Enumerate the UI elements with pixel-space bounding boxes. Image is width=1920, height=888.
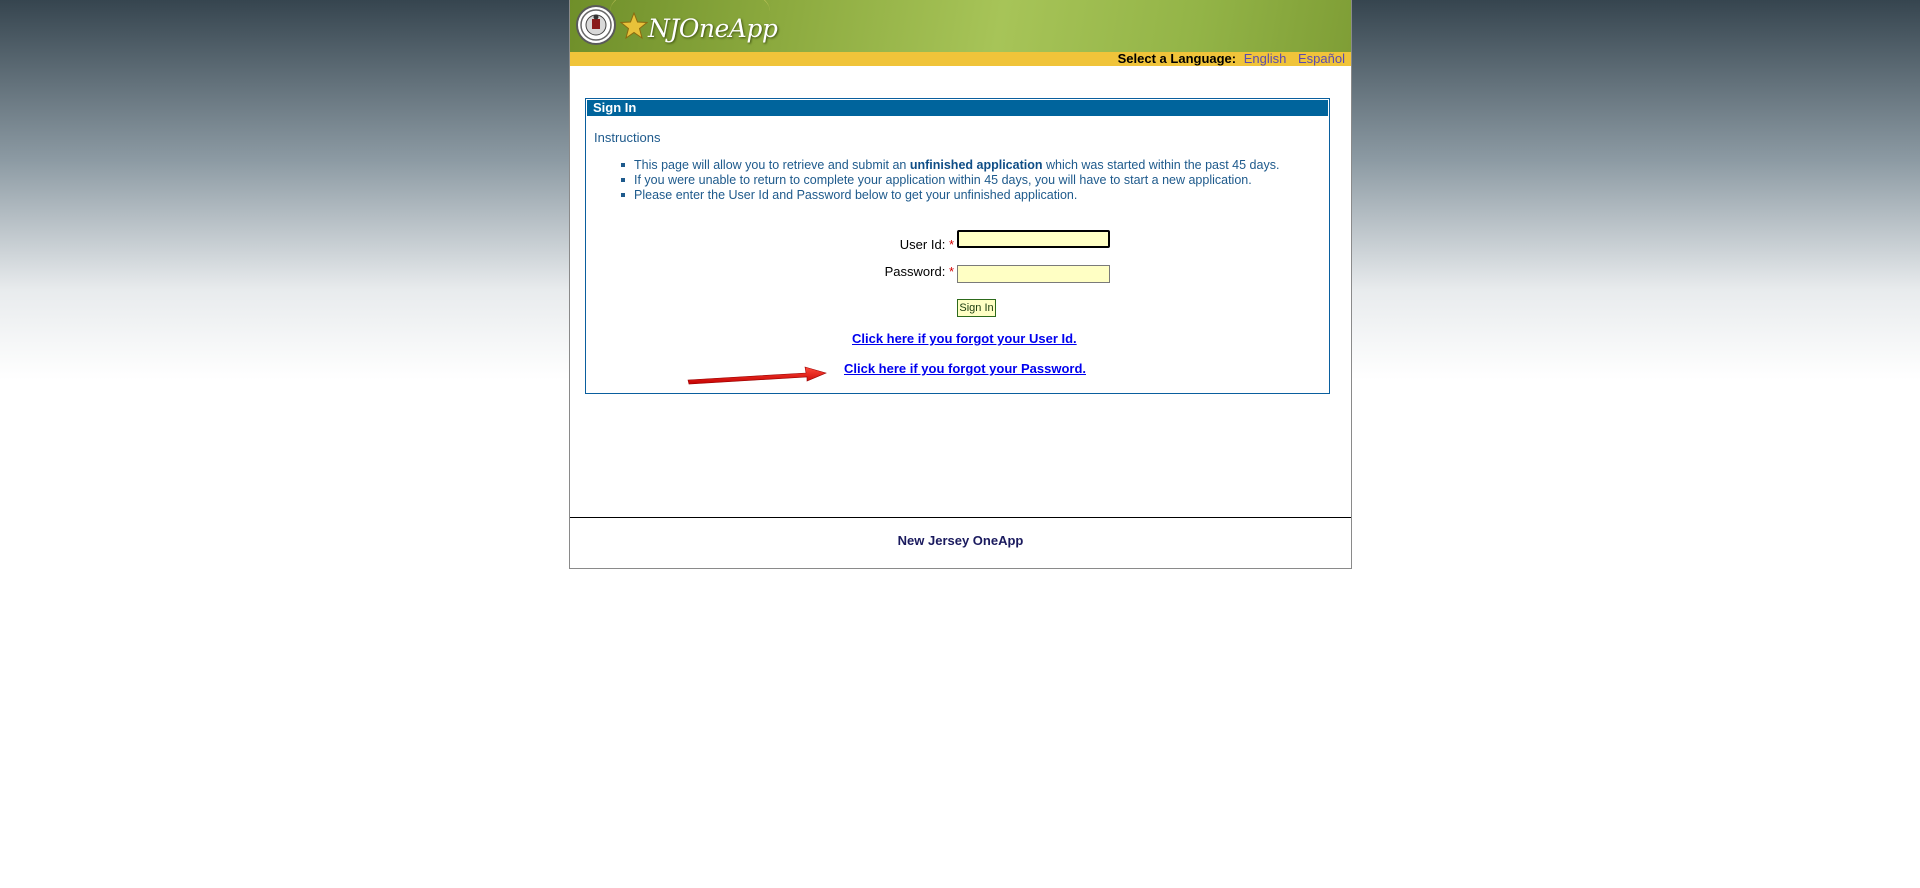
forgot-password-link[interactable]: Click here if you forgot your Password. — [844, 361, 1086, 376]
instruction-item: If you were unable to return to complete your application within 45 days, you will have to start a new application. — [634, 173, 1279, 188]
language-espanol-link[interactable]: Español — [1298, 51, 1345, 66]
instructions-list — [634, 158, 1279, 203]
njoneapp-logo — [620, 6, 800, 46]
user-id-input[interactable] — [957, 230, 1110, 248]
language-english-link[interactable]: English — [1243, 51, 1287, 66]
language-label: Select a Language: — [1117, 51, 1237, 66]
star-icon — [620, 12, 648, 40]
password-input[interactable] — [957, 265, 1110, 283]
sign-in-button[interactable]: Sign In — [957, 299, 996, 317]
instructions-heading: Instructions — [594, 130, 661, 145]
page-container — [569, 0, 1352, 569]
instruction-item: This page will allow you to retrieve and submit an unfinished application which was started within the past 45 days. — [634, 158, 1279, 173]
language-bar — [570, 52, 1351, 66]
site-footer — [570, 517, 1351, 569]
red-arrow-icon — [686, 362, 841, 388]
forgot-user-id-link[interactable]: Click here if you forgot your User Id. — [852, 331, 1077, 346]
footer-text: New Jersey OneApp — [897, 533, 1024, 548]
logo-text: NJOneApp — [648, 14, 778, 43]
instruction-item: Please enter the User Id and Password below to get your unfinished application. — [634, 188, 1279, 203]
site-header — [570, 0, 1351, 52]
user-id-label: User Id: * — [899, 237, 954, 252]
password-label: Password: * — [884, 264, 954, 279]
signin-title: Sign In — [587, 100, 1328, 116]
signin-panel — [585, 98, 1330, 394]
